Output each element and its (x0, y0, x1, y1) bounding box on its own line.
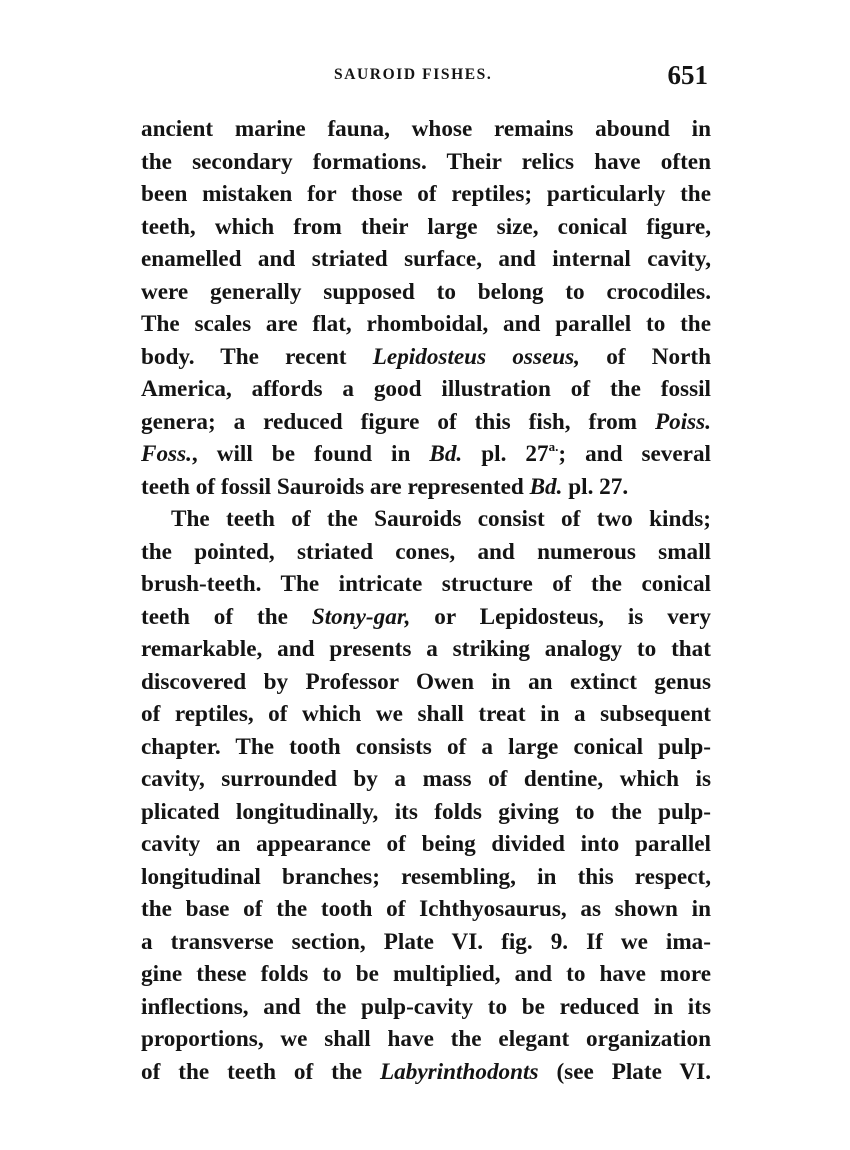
running-title: SAUROID FISHES. (334, 66, 493, 83)
text-line: remarkable, and presents a striking analogy to that (141, 636, 711, 662)
text-line: genera; a reduced figure of this fish, from Poiss. (141, 408, 711, 435)
text-line: body. The recent Lepidosteus osseus, of North (141, 343, 711, 370)
body-text (141, 113, 711, 1088)
text-line: America, affords a good illustration of the fossil (141, 376, 711, 402)
text-line: Foss., will be found in Bd. pl. $27^{a.}$; and several (141, 439, 712, 467)
text-line: enamelled and striated surface, and internal cavity, (141, 246, 711, 272)
italic-text: Bd. (429, 441, 463, 467)
text-line: were generally supposed to belong to crocodiles. (141, 278, 711, 305)
text-line: teeth, which from their large size, conical figure, (141, 213, 711, 240)
text-line: longitudinal branches; resembling, in this respect, (141, 863, 711, 890)
text-line: brush-teeth. The intricate structure of the conical (141, 571, 711, 597)
text-line: teeth of the Stony-gar, or Lepidosteus, is very (141, 603, 711, 630)
text-line: of the teeth of the Labyrinthodonts (see Plate VI. (141, 1058, 711, 1085)
text-line: proportions, we shall have the elegant organization (141, 1026, 711, 1052)
text-line: The scales are flat, rhomboidal, and parallel to the (141, 311, 711, 337)
italic-text: Labyrinthodonts (380, 1058, 539, 1085)
text-line: discovered by Professor Owen in an extinct genus (141, 668, 711, 695)
text-line: the pointed, striated cones, and numerous small (141, 538, 711, 565)
text-line: The teeth of the Sauroids consist of two kinds; (171, 506, 711, 532)
page-number: 651 (667, 60, 708, 90)
italic-text: Foss. (141, 441, 192, 467)
italic-text: Lepidosteus osseus, (372, 343, 580, 370)
superscript-text: a. (548, 439, 559, 454)
italic-text: Stony-gar, (311, 603, 411, 630)
text-line: gine these folds to be multiplied, and to have more (141, 961, 711, 987)
italic-text: Poiss. (654, 408, 711, 435)
italic-text: Bd. (529, 473, 563, 500)
text-line: the base of the tooth of Ichthyosaurus, as shown in (141, 896, 711, 922)
text-line: inflections, and the pulp-cavity to be reduced in its (141, 993, 711, 1020)
text-line: ancient marine fauna, whose remains abound in (141, 116, 711, 142)
text-line: a transverse section, Plate VI. fig. 9. If we ima- (141, 928, 711, 955)
text-line: plicated longitudinally, its folds giving to the pulp- (141, 798, 711, 825)
text-line: of reptiles, of which we shall treat in a subsequent (141, 701, 711, 727)
text-line: been mistaken for those of reptiles; particularly the (141, 181, 711, 207)
text-line: cavity, surrounded by a mass of dentine, which is (141, 766, 711, 792)
running-header (140, 60, 712, 100)
text-line: teeth of fossil Sauroids are represented Bd. pl. 27. (141, 473, 629, 500)
text-line: the secondary formations. Their relics have often (141, 148, 711, 175)
text-line: cavity an appearance of being divided into parallel (141, 831, 711, 857)
text-line: chapter. The tooth consists of a large conical pulp- (141, 733, 711, 760)
